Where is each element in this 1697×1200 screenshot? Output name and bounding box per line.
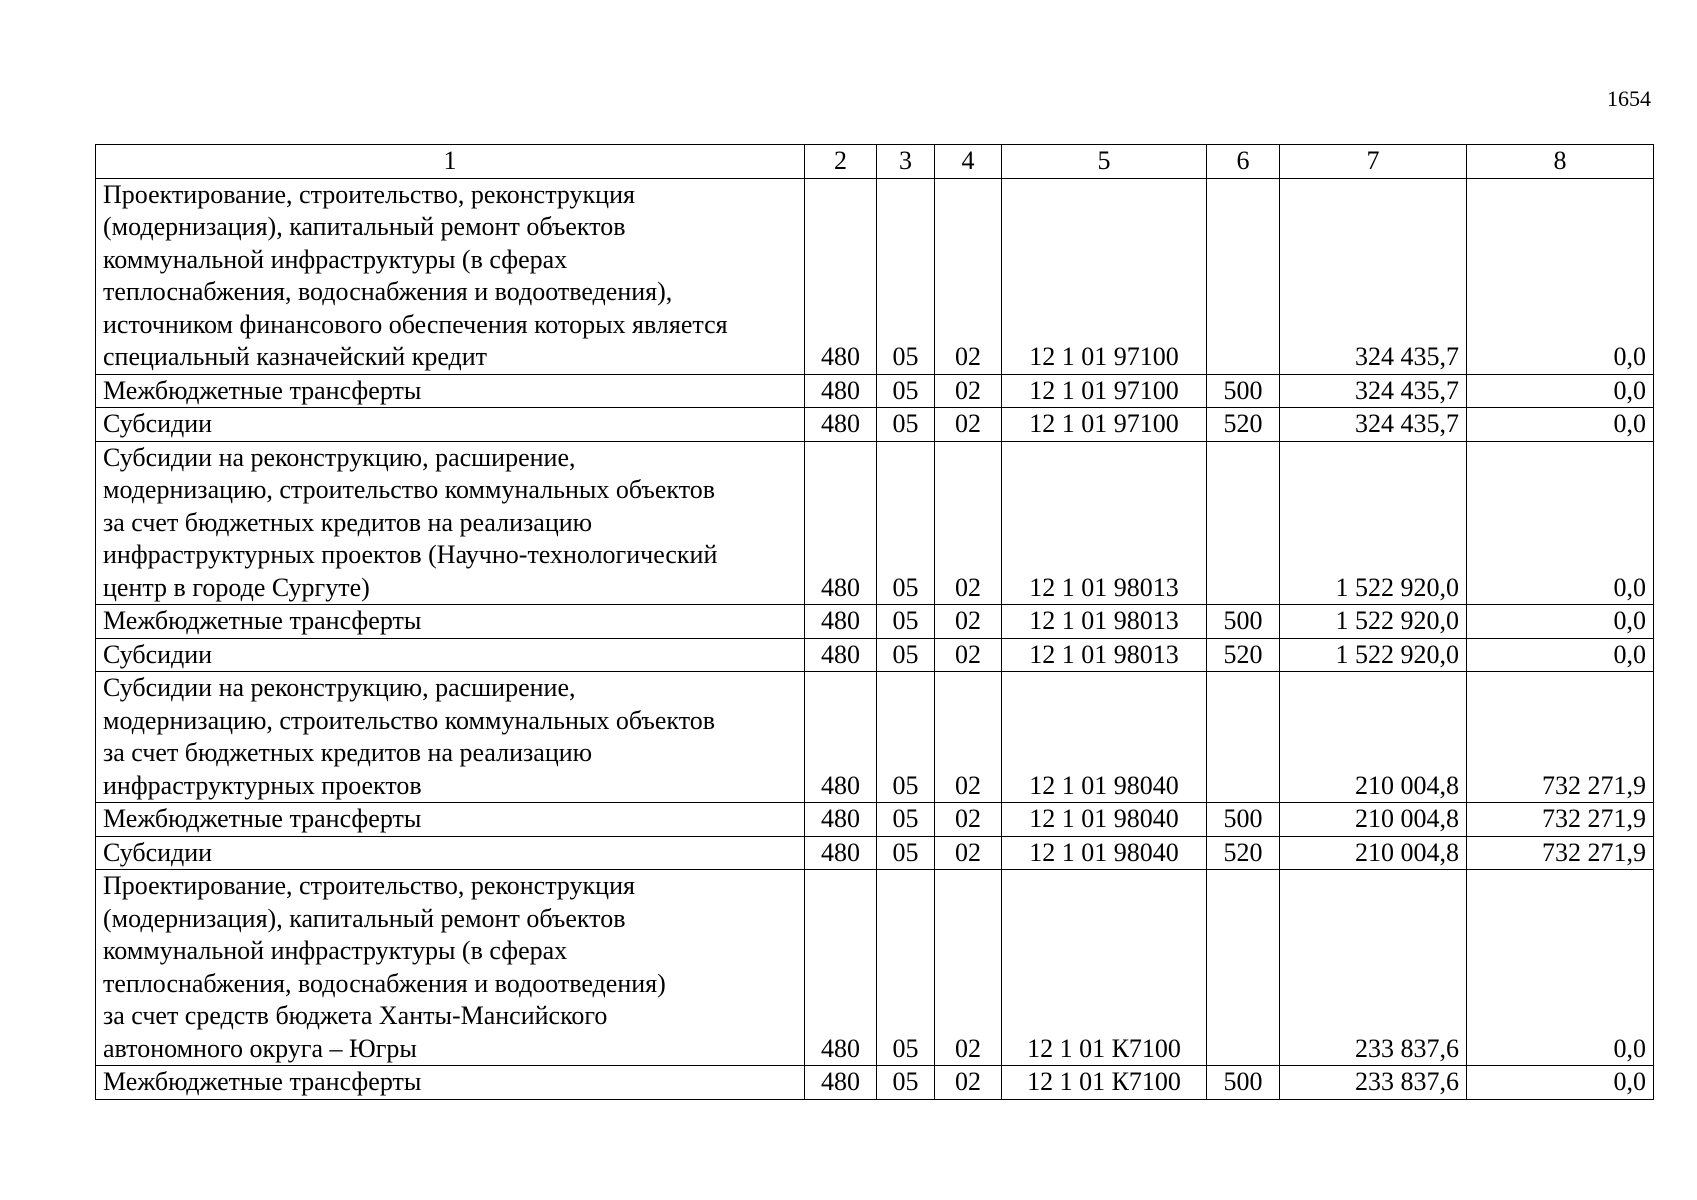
row-amount-2-cell: 0,0 <box>1467 408 1654 442</box>
row-code-cell: 480 <box>805 672 877 803</box>
row-name-cell: Субсидии <box>96 408 805 442</box>
row-name-cell: Субсидии на реконструкцию, расширение, модернизацию, строительство коммунальных объектов за счет бюджетных кредитов на реализацию инфраструктурных проектов <box>96 672 805 803</box>
row-amount-1-cell: 233 837,6 <box>1280 870 1467 1066</box>
row-code-cell: 480 <box>805 441 877 605</box>
row-name-cell: Межбюджетные трансферты <box>96 374 805 408</box>
row-amount-2-cell: 0,0 <box>1467 178 1654 374</box>
row-subsection-cell: 02 <box>935 836 1002 870</box>
row-subsection-cell: 02 <box>935 441 1002 605</box>
row-amount-2-cell: 732 271,9 <box>1467 803 1654 837</box>
row-code-cell: 480 <box>805 178 877 374</box>
header-cell-1: 1 <box>96 145 805 179</box>
row-target-article-cell: 12 1 01 97100 <box>1002 178 1207 374</box>
row-amount-2-cell: 0,0 <box>1467 638 1654 672</box>
row-subsection-cell: 02 <box>935 408 1002 442</box>
page-number: 1654 <box>1607 86 1651 111</box>
row-target-article-cell: 12 1 01 98040 <box>1002 836 1207 870</box>
row-target-article-cell: 12 1 01 98040 <box>1002 672 1207 803</box>
table-row <box>96 374 1654 408</box>
row-amount-1-cell: 324 435,7 <box>1280 178 1467 374</box>
row-code-cell: 480 <box>805 374 877 408</box>
row-expense-type-cell: 500 <box>1207 374 1280 408</box>
row-code-cell: 480 <box>805 870 877 1066</box>
row-subsection-cell: 02 <box>935 803 1002 837</box>
row-code-cell: 480 <box>805 836 877 870</box>
row-section-cell: 05 <box>877 672 935 803</box>
table-row <box>96 408 1654 442</box>
row-subsection-cell: 02 <box>935 374 1002 408</box>
row-amount-2-cell: 732 271,9 <box>1467 836 1654 870</box>
table-row <box>96 178 1654 374</box>
header-cell-5: 5 <box>1002 145 1207 179</box>
row-subsection-cell: 02 <box>935 1066 1002 1100</box>
row-name-cell: Проектирование, строительство, реконструкция (модернизация), капитальный ремонт объектов коммунальной инфраструктуры (в сферах теплоснабжения, водоснабжения и водоотведения) за счет средств бюджета Ханты-Мансийского автономного округа – Югры <box>96 870 805 1066</box>
table-row <box>96 605 1654 639</box>
row-expense-type-cell: 520 <box>1207 836 1280 870</box>
row-name-cell: Межбюджетные трансферты <box>96 605 805 639</box>
row-expense-type-cell <box>1207 441 1280 605</box>
row-target-article-cell: 12 1 01 97100 <box>1002 408 1207 442</box>
row-expense-type-cell: 520 <box>1207 638 1280 672</box>
header-cell-8: 8 <box>1467 145 1654 179</box>
row-subsection-cell: 02 <box>935 870 1002 1066</box>
row-subsection-cell: 02 <box>935 638 1002 672</box>
table-row <box>96 1066 1654 1100</box>
table-header-row <box>96 145 1654 179</box>
row-amount-2-cell: 0,0 <box>1467 870 1654 1066</box>
header-cell-2: 2 <box>805 145 877 179</box>
row-code-cell: 480 <box>805 803 877 837</box>
row-expense-type-cell: 500 <box>1207 803 1280 837</box>
row-amount-1-cell: 210 004,8 <box>1280 803 1467 837</box>
row-section-cell: 05 <box>877 803 935 837</box>
budget-table <box>95 144 1654 1100</box>
row-code-cell: 480 <box>805 1066 877 1100</box>
table-row <box>96 672 1654 803</box>
row-amount-2-cell: 0,0 <box>1467 441 1654 605</box>
row-expense-type-cell: 500 <box>1207 1066 1280 1100</box>
row-amount-1-cell: 210 004,8 <box>1280 836 1467 870</box>
row-target-article-cell: 12 1 01 К7100 <box>1002 1066 1207 1100</box>
row-expense-type-cell <box>1207 672 1280 803</box>
row-section-cell: 05 <box>877 605 935 639</box>
row-name-cell: Субсидии на реконструкцию, расширение, модернизацию, строительство коммунальных объектов за счет бюджетных кредитов на реализацию инфраструктурных проектов (Научно-технологический центр в городе Сургуте) <box>96 441 805 605</box>
row-target-article-cell: 12 1 01 97100 <box>1002 374 1207 408</box>
row-target-article-cell: 12 1 01 98013 <box>1002 638 1207 672</box>
header-cell-7: 7 <box>1280 145 1467 179</box>
row-code-cell: 480 <box>805 408 877 442</box>
row-amount-1-cell: 1 522 920,0 <box>1280 605 1467 639</box>
row-amount-1-cell: 324 435,7 <box>1280 374 1467 408</box>
table-row <box>96 870 1654 1066</box>
row-amount-2-cell: 0,0 <box>1467 605 1654 639</box>
row-section-cell: 05 <box>877 374 935 408</box>
row-amount-1-cell: 1 522 920,0 <box>1280 441 1467 605</box>
row-section-cell: 05 <box>877 870 935 1066</box>
row-subsection-cell: 02 <box>935 672 1002 803</box>
row-amount-1-cell: 210 004,8 <box>1280 672 1467 803</box>
row-target-article-cell: 12 1 01 98013 <box>1002 605 1207 639</box>
table-row <box>96 441 1654 605</box>
row-target-article-cell: 12 1 01 98013 <box>1002 441 1207 605</box>
row-target-article-cell: 12 1 01 98040 <box>1002 803 1207 837</box>
row-subsection-cell: 02 <box>935 605 1002 639</box>
row-amount-1-cell: 233 837,6 <box>1280 1066 1467 1100</box>
row-section-cell: 05 <box>877 638 935 672</box>
row-name-cell: Субсидии <box>96 836 805 870</box>
row-amount-2-cell: 0,0 <box>1467 374 1654 408</box>
row-target-article-cell: 12 1 01 К7100 <box>1002 870 1207 1066</box>
row-name-cell: Субсидии <box>96 638 805 672</box>
row-amount-1-cell: 1 522 920,0 <box>1280 638 1467 672</box>
row-name-cell: Межбюджетные трансферты <box>96 1066 805 1100</box>
header-cell-6: 6 <box>1207 145 1280 179</box>
row-section-cell: 05 <box>877 441 935 605</box>
row-code-cell: 480 <box>805 605 877 639</box>
table-row <box>96 836 1654 870</box>
row-section-cell: 05 <box>877 408 935 442</box>
row-code-cell: 480 <box>805 638 877 672</box>
table-row <box>96 638 1654 672</box>
row-section-cell: 05 <box>877 1066 935 1100</box>
row-amount-1-cell: 324 435,7 <box>1280 408 1467 442</box>
row-expense-type-cell <box>1207 178 1280 374</box>
row-section-cell: 05 <box>877 178 935 374</box>
row-expense-type-cell: 520 <box>1207 408 1280 442</box>
table-row <box>96 803 1654 837</box>
row-expense-type-cell <box>1207 870 1280 1066</box>
row-name-cell: Проектирование, строительство, реконструкция (модернизация), капитальный ремонт объектов коммунальной инфраструктуры (в сферах теплоснабжения, водоснабжения и водоотведения), источником финансового обеспечения которых является специальный казначейский кредит <box>96 178 805 374</box>
row-amount-2-cell: 732 271,9 <box>1467 672 1654 803</box>
row-section-cell: 05 <box>877 836 935 870</box>
header-cell-4: 4 <box>935 145 1002 179</box>
row-amount-2-cell: 0,0 <box>1467 1066 1654 1100</box>
row-name-cell: Межбюджетные трансферты <box>96 803 805 837</box>
header-cell-3: 3 <box>877 145 935 179</box>
row-expense-type-cell: 500 <box>1207 605 1280 639</box>
row-subsection-cell: 02 <box>935 178 1002 374</box>
